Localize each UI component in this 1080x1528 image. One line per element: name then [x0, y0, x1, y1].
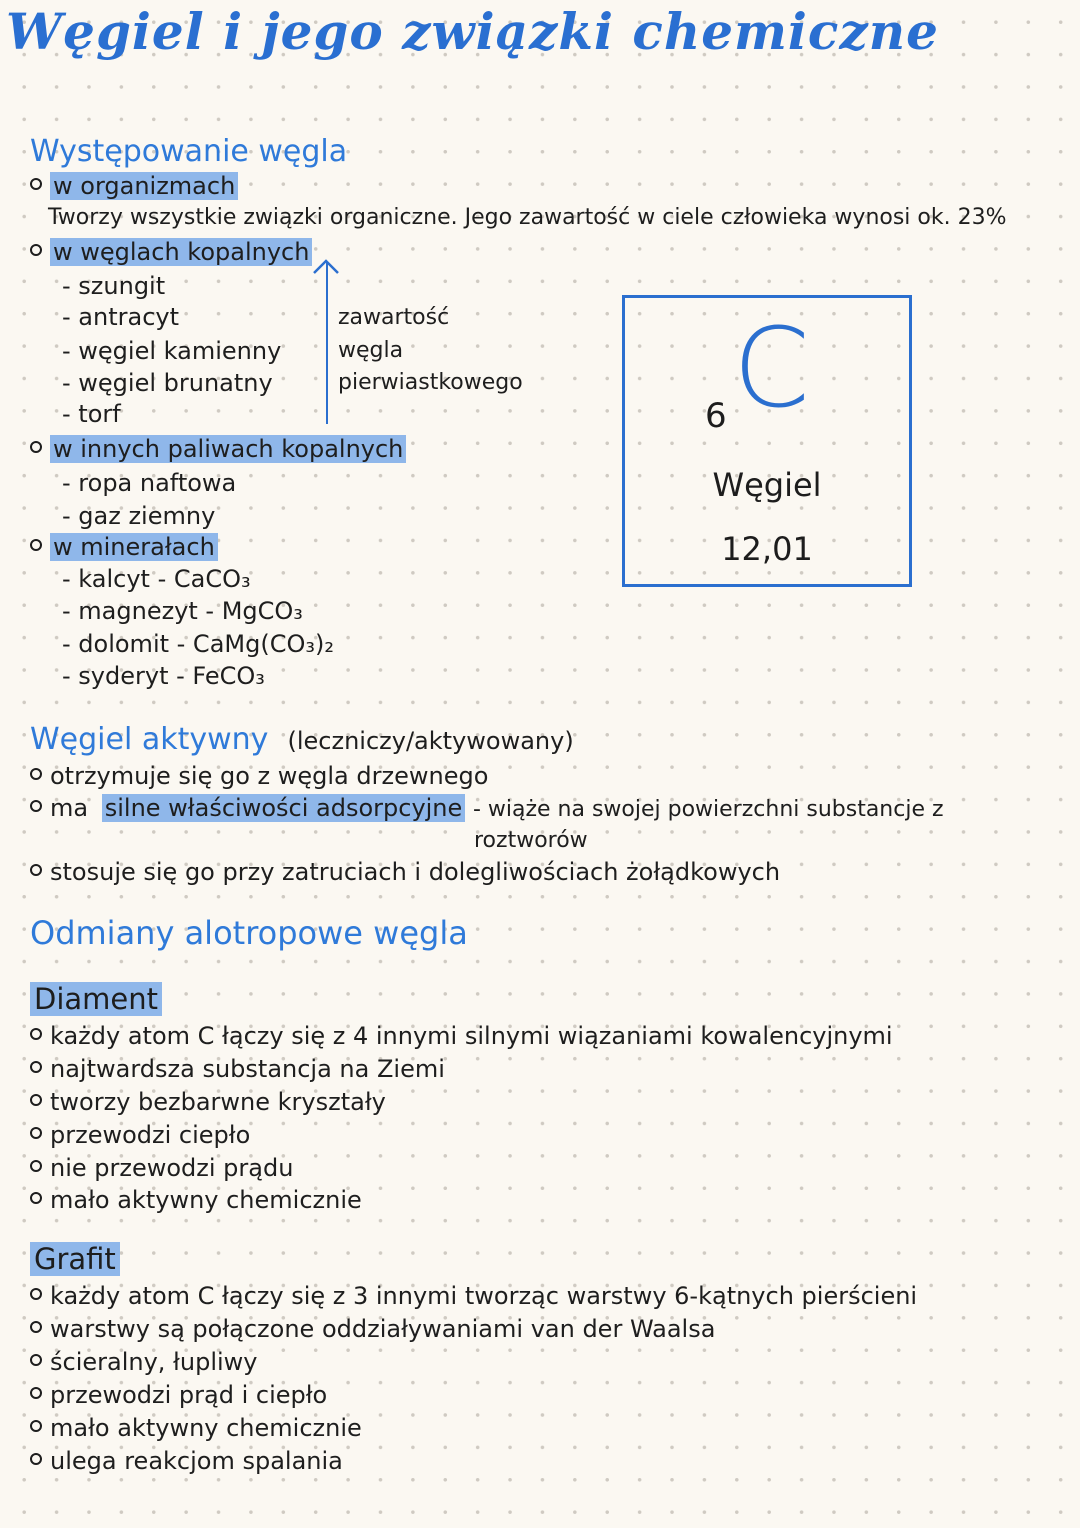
mineral-list-item: - dolomit - CaMg(CO₃)₂: [62, 630, 334, 658]
coal-label: w węglach kopalnych: [50, 238, 312, 266]
coal-list-item: - węgiel kamienny: [62, 337, 282, 365]
bullet-icon: [30, 1288, 42, 1300]
element-symbol: C: [733, 304, 810, 432]
minerals-label: w minerałach: [50, 533, 218, 561]
active-carbon-item: [30, 794, 944, 822]
allotropes-heading: Odmiany alotropowe węgla: [30, 914, 468, 952]
arrow-note-line: pierwiastkowego: [338, 370, 523, 395]
bullet-icon: [30, 1160, 42, 1172]
fuels-item: [30, 435, 406, 463]
graphite-item: [30, 1414, 362, 1442]
active-carbon-prefix: ma: [50, 794, 89, 822]
coal-list-item: - antracyt: [62, 303, 179, 331]
diamond-item: [30, 1186, 362, 1214]
graphite-item-text: ulega reakcjom spalania: [50, 1447, 343, 1475]
graphite-label: Grafit: [30, 1242, 120, 1276]
bullet-icon: [30, 244, 42, 256]
atomic-mass: 12,01: [721, 530, 813, 568]
coal-list-item: - węgiel brunatny: [62, 369, 273, 397]
active-carbon-line: stosuje się go przy zatruciach i dolegliwościach żołądkowych: [50, 858, 781, 886]
graphite-item: [30, 1315, 715, 1343]
graphite-item-text: ścieralny, łupliwy: [50, 1348, 258, 1376]
fuels-list-item: - gaz ziemny: [62, 502, 216, 530]
bullet-icon: [30, 1354, 42, 1366]
diamond-item-text: najtwardsza substancja na Ziemi: [50, 1055, 445, 1083]
occurrence-heading: Występowanie węgla: [30, 134, 348, 169]
mineral-list-item: - syderyt - FeCO₃: [62, 662, 265, 690]
coal-list-item: - torf: [62, 400, 121, 428]
diamond-label: Diament: [30, 982, 162, 1016]
organisms-label: w organizmach: [50, 172, 238, 200]
arrow-note-line: zawartość: [338, 305, 450, 330]
bullet-icon: [30, 1321, 42, 1333]
bullet-icon: [30, 441, 42, 453]
organisms-text: Tworzy wszystkie związki organiczne. Jego zawartość w ciele człowieka wynosi ok. 23%: [48, 205, 1007, 230]
active-carbon-heading: Węgiel aktywny: [30, 722, 269, 757]
diamond-item: [30, 1055, 445, 1083]
mineral-list-item: - magnezyt - MgCO₃: [62, 597, 303, 625]
element-card: [622, 295, 912, 587]
active-carbon-line: otrzymuje się go z węgla drzewnego: [50, 762, 489, 790]
coal-item: [30, 238, 312, 266]
element-name: Węgiel: [712, 466, 822, 504]
bullet-icon: [30, 1387, 42, 1399]
diamond-item: [30, 1121, 250, 1149]
bullet-icon: [30, 1061, 42, 1073]
diamond-item-text: nie przewodzi prądu: [50, 1154, 294, 1182]
bullet-icon: [30, 1094, 42, 1106]
coal-list-item: - szungit: [62, 272, 166, 300]
graphite-item: [30, 1348, 257, 1376]
active-carbon-rest: - wiąże na swojej powierzchni substancje z: [472, 797, 944, 822]
graphite-item-text: warstwy są połączone oddziaływaniami van der Waalsa: [50, 1315, 716, 1343]
active-carbon-header: [30, 722, 574, 757]
active-carbon-item: [30, 762, 488, 790]
arrow-line: [326, 262, 328, 424]
bullet-icon: [30, 539, 42, 551]
bullet-icon: [30, 768, 42, 780]
diamond-item-text: przewodzi ciepło: [50, 1121, 251, 1149]
graphite-item-text: przewodzi prąd i ciepło: [50, 1381, 328, 1409]
page-title: Węgiel i jego związki chemiczne: [6, 2, 939, 61]
mineral-list-item: - kalcyt - CaCO₃: [62, 565, 251, 593]
bullet-icon: [30, 1453, 42, 1465]
minerals-item: [30, 533, 218, 561]
graphite-item-text: mało aktywny chemicznie: [50, 1414, 362, 1442]
bullet-icon: [30, 1028, 42, 1040]
bullet-icon: [30, 1420, 42, 1432]
diamond-item-text: każdy atom C łączy się z 4 innymi silnymi wiązaniami kowalencyjnymi: [50, 1022, 893, 1050]
bullet-icon: [30, 178, 42, 190]
bullet-icon: [30, 1127, 42, 1139]
bullet-icon: [30, 864, 42, 876]
arrow-note-line: węgla: [338, 338, 404, 363]
diamond-item: [30, 1088, 386, 1116]
fuels-label: w innych paliwach kopalnych: [50, 435, 406, 463]
active-carbon-item: [30, 858, 780, 886]
fuels-list-item: - ropa naftowa: [62, 469, 237, 497]
graphite-item: [30, 1447, 343, 1475]
active-carbon-highlight: silne właściwości adsorpcyjne: [102, 794, 466, 822]
diamond-item-text: tworzy bezbarwne kryształy: [50, 1088, 386, 1116]
bullet-icon: [30, 800, 42, 812]
diamond-item-text: mało aktywny chemicznie: [50, 1186, 362, 1214]
graphite-item-text: każdy atom C łączy się z 3 innymi tworząc warstwy 6-kątnych pierścieni: [50, 1282, 918, 1310]
graphite-item: [30, 1381, 327, 1409]
diamond-item: [30, 1022, 893, 1050]
bullet-icon: [30, 1192, 42, 1204]
diamond-item: [30, 1154, 293, 1182]
organisms-item: [30, 172, 238, 200]
active-carbon-note: (leczniczy/aktywowany): [287, 727, 574, 755]
atomic-number: 6: [705, 396, 727, 436]
graphite-item: [30, 1282, 917, 1310]
active-carbon-cont: roztworów: [474, 828, 588, 853]
